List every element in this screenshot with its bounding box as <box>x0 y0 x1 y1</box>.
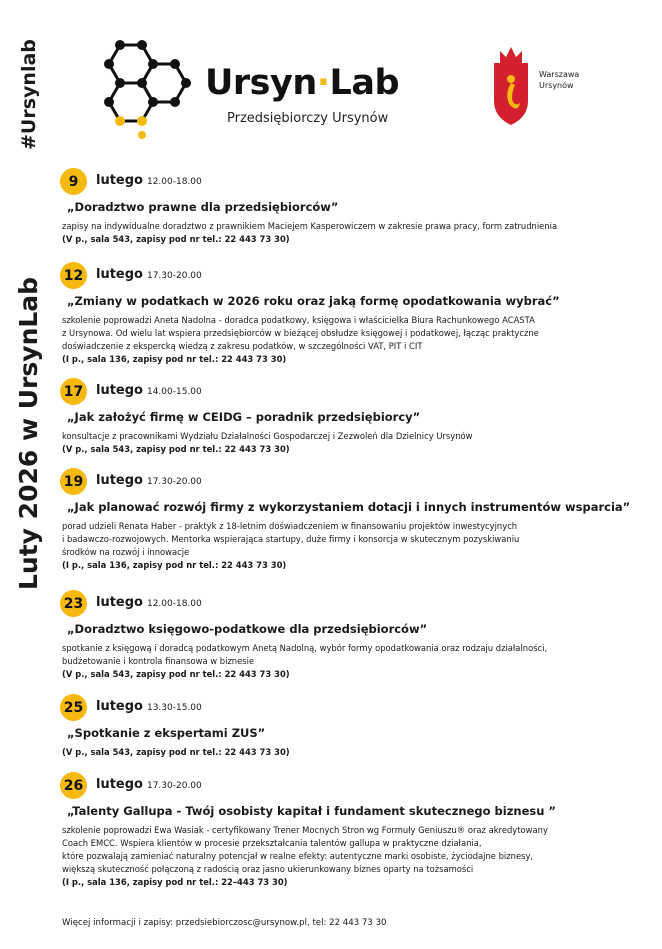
page-title: Luty 2026 w UrsynLab <box>14 276 43 590</box>
page-title-vertical <box>14 260 48 590</box>
event-date: lutego 13.30-15.00 <box>96 699 202 714</box>
event-venue: (I p., sala 136, zapisy pod nr tel.: 22 443 73 30) <box>62 560 287 570</box>
footer-contact: Więcej informacji i zapisy: przedsiebiorczosc@ursynow.pl, tel: 22 443 73 30 <box>62 918 387 928</box>
event-venue: (V p., sala 543, zapisy pod nr tel.: 22 443 73 30) <box>62 669 290 679</box>
hashtag-vertical <box>18 40 38 160</box>
day-badge: 25 <box>60 694 87 721</box>
event-venue: (V p., sala 543, zapisy pod nr tel.: 22 443 73 30) <box>62 747 290 757</box>
event-description: szkolenie poprowadzi Ewa Wasiak - certyfikowany Trener Mocnych Stron wg Formuły Geniuszu® oraz akredytowany Coach EMCC. Wspiera klientów w procesie przekształcania talentów gallupa w praktyczne działania, które pozwalają zamieniać naturalny potencjał w realne efekty: autentyczne marki osobiste, życiodajne biznesy, większą skuteczność połączoną z radością oraz jasno ukierunkowany biznes oparty na tożsamości <box>62 825 548 874</box>
day-badge: 17 <box>60 378 87 405</box>
event-title: „Doradztwo prawne dla przedsiębiorców” <box>67 200 339 214</box>
event-item <box>60 378 650 456</box>
event-date: lutego 14.00-15.00 <box>96 383 202 398</box>
event-title: „Talenty Gallupa - Twój osobisty kapitał i fundament skutecznego biznesu ” <box>67 804 556 818</box>
event-time: 12.00-18.00 <box>146 177 202 187</box>
event-time: 14.00-15.00 <box>146 387 202 397</box>
event-venue: (I p., sala 136, zapisy pod nr tel.: 22 443 73 30) <box>62 354 287 364</box>
partner-text: Warszawa Ursynów <box>539 70 580 90</box>
event-time: 12.00-18.00 <box>146 599 202 609</box>
event-item <box>60 168 650 246</box>
event-date-row <box>60 590 650 618</box>
header <box>90 35 650 145</box>
event-description: porad udzieli Renata Haber - praktyk z 18-letnim doświadczeniem w finansowaniu projektów inwestycyjnych i badawczo-rozwojowych. Mentorka wspierająca startupy, duże firmy i konsorcja w skutecznym pozyskiwaniu środków na rozwój i innowacje <box>62 521 520 557</box>
hashtag-text: #Ursynlab <box>18 39 40 150</box>
hexagon-logo-icon <box>90 35 200 140</box>
event-item <box>60 262 650 366</box>
event-venue: (I p., sala 136, zapisy pod nr tel.: 22–443 73 30) <box>62 877 288 887</box>
event-item <box>60 772 650 889</box>
day-badge: 9 <box>60 168 87 195</box>
event-title: „Jak planować rozwój firmy z wykorzystaniem dotacji i innych instrumentów wsparcia” <box>67 500 631 514</box>
event-date: lutego 17.30-20.00 <box>96 473 202 488</box>
event-time: 17.30-20.00 <box>146 271 202 281</box>
event-date-row <box>60 168 650 196</box>
event-date: lutego 17.30-20.00 <box>96 777 202 792</box>
event-title: „Doradztwo księgowo-podatkowe dla przedsiębiorców” <box>67 622 428 636</box>
warsaw-crest-icon <box>490 43 532 127</box>
event-item <box>60 468 650 572</box>
day-badge: 12 <box>60 262 87 289</box>
event-title: „Zmiany w podatkach w 2026 roku oraz jaką formę opodatkowania wybrać” <box>67 294 560 308</box>
event-date-row <box>60 378 650 406</box>
day-badge: 19 <box>60 468 87 495</box>
event-venue: (V p., sala 543, zapisy pod nr tel.: 22 443 73 30) <box>62 234 290 244</box>
event-description: zapisy na indywidualne doradztwo z prawnikiem Maciejem Kasperowiczem w zakresie prawa pracy, form zatrudnienia <box>62 221 558 231</box>
event-date: lutego 12.00-18.00 <box>96 173 202 188</box>
event-item <box>60 694 650 759</box>
brand-subtitle: Przedsiębiorczy Ursynów <box>227 111 389 126</box>
event-date: lutego 12.00-18.00 <box>96 595 202 610</box>
event-time: 17.30-20.00 <box>146 781 202 791</box>
event-title: „Spotkanie z ekspertami ZUS” <box>67 726 266 740</box>
event-title: „Jak założyć firmę w CEIDG – poradnik przedsiębiorcy” <box>67 410 421 424</box>
event-venue: (V p., sala 543, zapisy pod nr tel.: 22 443 73 30) <box>62 444 290 454</box>
event-date: lutego 17.30-20.00 <box>96 267 202 282</box>
day-badge: 26 <box>60 772 87 799</box>
event-date-row <box>60 694 650 722</box>
event-description: spotkanie z księgową i doradcą podatkowym Anetą Nadolną, wybór formy opodatkowania oraz rodzaju działalności, budżetowanie i kontrola finansowa w biznesie <box>62 643 548 666</box>
event-date-row <box>60 262 650 290</box>
day-badge: 23 <box>60 590 87 617</box>
event-date-row <box>60 468 650 496</box>
event-date-row <box>60 772 650 800</box>
event-description: konsultacje z pracownikami Wydziału Działalności Gospodarczej i Zezwoleń dla Dzielnicy Ursynów <box>62 431 473 441</box>
event-time: 13.30-15.00 <box>146 703 202 713</box>
brand-name: Ursyn·Lab <box>205 63 400 103</box>
event-time: 17.30-20.00 <box>146 477 202 487</box>
event-description: szkolenie poprowadzi Aneta Nadolna - doradca podatkowy, księgowa i właścicielka Biura Rachunkowego ACASTA z Ursynowa. Od wielu lat wspiera przedsiębiorców w bieżącej obsłudze księgowej i podatkowej, łącząc praktyczne doświadczenie z ekspercką wiedzą z zakresu podatków, w szczególności VAT, PIT i CIT <box>62 315 539 351</box>
event-item <box>60 590 650 681</box>
